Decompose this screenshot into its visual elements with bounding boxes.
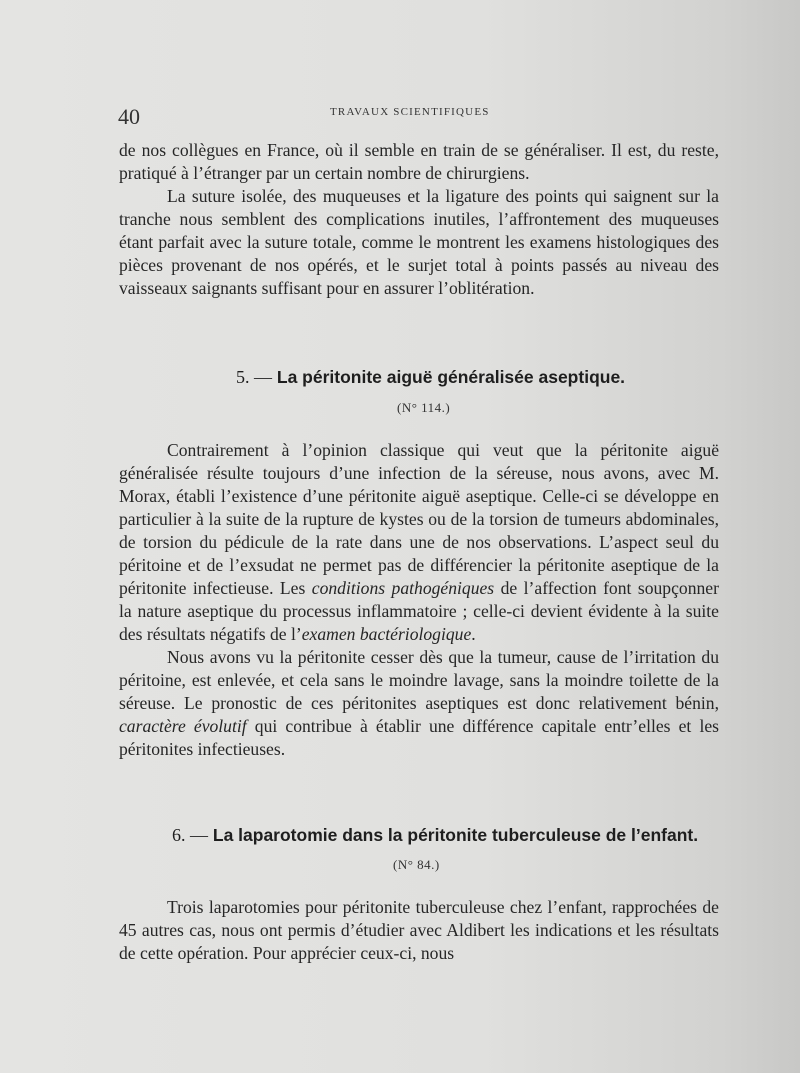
section-5-p2-emphasis: caractère évolutif <box>119 716 247 736</box>
section-5-paragraph-2 <box>119 646 719 761</box>
intro-paragraph-1: de nos collègues en France, où il semble en train de se généraliser. Il est, du reste, pratiqué à l’étranger par un certain nombre de chirurgiens. <box>119 140 719 183</box>
section-5-p1-text-b: de l’affection font soupçonner la nature aseptique du processus inflammatoire ; celle-ci devient évidente à la suite des résultats négatifs de l’ <box>119 578 719 644</box>
section-6-title: La laparotomie dans la péritonite tuberculeuse de l’enfant. <box>212 825 699 845</box>
section-5-number: 5. — <box>236 367 272 387</box>
section-6-reference: (N° 84.) <box>393 857 440 872</box>
section-5-p2-text-b: qui contribue à établir une différence capitale entr’elles et les péritonites infectieuses. <box>119 716 719 759</box>
section-6-paragraph-1: Trois laparotomies pour péritonite tuberculeuse chez l’enfant, rapprochées de 45 autres cas, nous ont permis d’étudier avec Aldibert les indications et les résultats de cette opération. Pour apprécier ceux-ci, nous <box>119 897 719 963</box>
section-5-title: La péritonite aiguë généralisée aseptique. <box>276 367 626 387</box>
section-5-p1-emphasis-1: conditions pathogéniques <box>311 578 495 598</box>
page-number: 40 <box>118 104 140 129</box>
section-5-text <box>119 439 719 761</box>
section-5-p2-text-a: Nous avons vu la péritonite cesser dès que la tumeur, cause de l’irritation du péritoine, est enlevée, et cela sans le moindre lavage, sans la moindre toilette de la séreuse. Le pronostic de ces péritonites aseptiques est donc relativement bénin, <box>119 647 719 713</box>
section-5-reference: (N° 114.) <box>397 400 451 415</box>
section-5-p1-text-c: . <box>471 624 476 644</box>
section-5-p1-emphasis-2: examen bactériologique <box>301 624 472 644</box>
section-5-heading <box>236 367 625 388</box>
section-6-text <box>119 896 719 965</box>
intro-paragraph-2: La suture isolée, des muqueuses et la ligature des points qui saignent sur la tranche nous semblent des complications inutiles, l’affrontement des muqueuses étant parfait avec la suture totale, comme le montrent les examens histologiques des pièces provenant de nos opérés, et le surjet total à points passés au niveau des vaisseaux saignants suffisant pour en assurer l’oblitération. <box>119 186 719 298</box>
section-6-number: 6. — <box>172 825 208 845</box>
section-5-p1-text-a: Contrairement à l’opinion classique qui veut que la péritonite aiguë généralisée résulte toujours d’une infection de la séreuse, nous avons, avec M. Morax, établi l’existence d’une péritonite aiguë aseptique. Celle-ci se développe en particulier à la suite de la rupture de kystes ou de la torsion de tumeurs abdominales, de torsion du pédicule de la rate dans une de nos observations. L’aspect seul du péritoine et de l’exsudat ne permet pas de différencier la péritonite aseptique de la péritonite infectieuse. Les <box>119 440 719 598</box>
section-5-paragraph-1 <box>119 439 719 646</box>
running-head: TRAVAUX SCIENTIFIQUES <box>330 106 490 118</box>
section-6-heading <box>172 825 698 846</box>
intro-text <box>119 139 719 300</box>
